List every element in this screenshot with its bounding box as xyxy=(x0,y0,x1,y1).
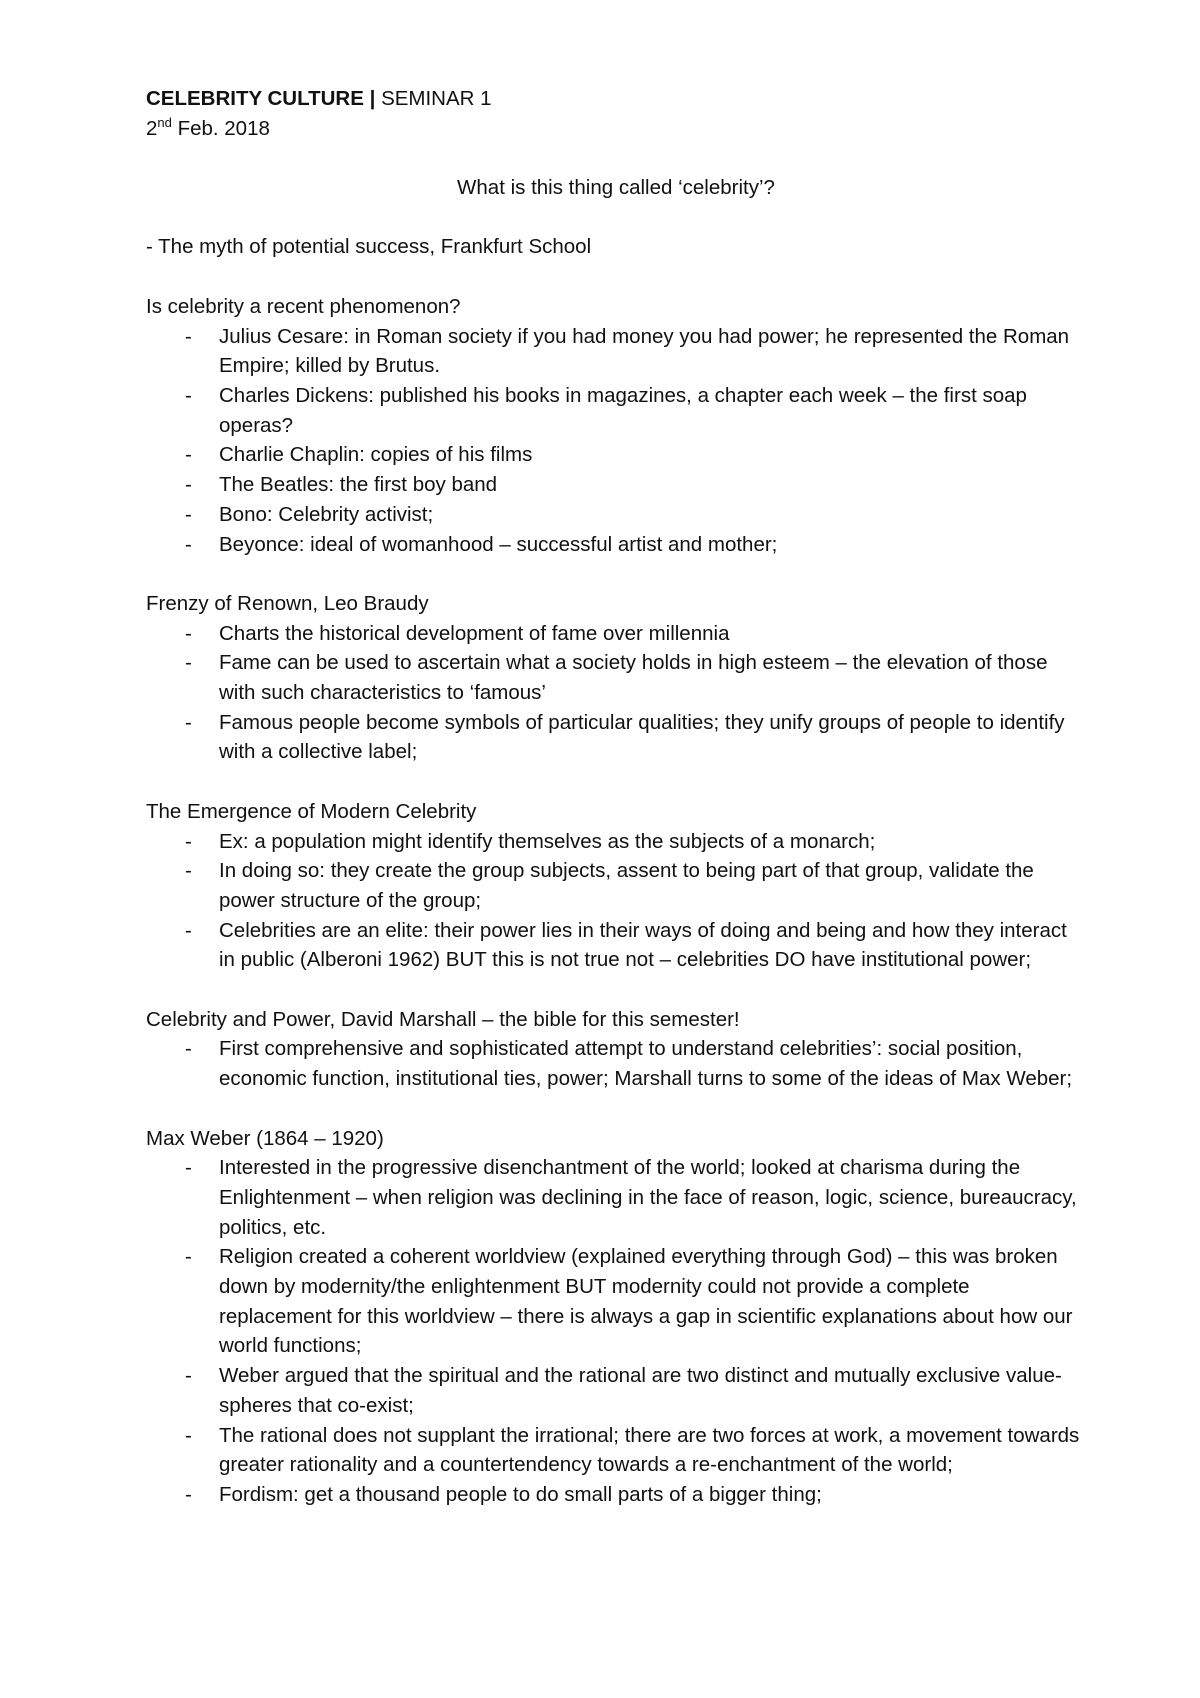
list-item xyxy=(146,619,1086,649)
dash-bullet: - xyxy=(185,443,192,467)
spacer xyxy=(146,203,1086,233)
list-item xyxy=(146,1480,1086,1510)
dash-bullet: - xyxy=(185,502,192,526)
document-date xyxy=(146,114,1086,144)
list-item xyxy=(146,500,1086,530)
bullet-text: Interested in the progressive disenchantment of the world; looked at charisma during the Enlightenment – when religion was declining in the face of reason, logic, science, bureaucracy, politics, etc. xyxy=(219,1156,1077,1239)
course-title: CELEBRITY CULTURE xyxy=(146,87,364,110)
dash-bullet: - xyxy=(185,651,192,675)
bullet-list xyxy=(146,619,1086,768)
bullet-text: Fame can be used to ascertain what a society holds in high esteem – the elevation of those with such characteristics to ‘famous’ xyxy=(219,651,1048,704)
bullet-text: Ex: a population might identify themselves as the subjects of a monarch; xyxy=(219,829,876,853)
bullet-text: Religion created a coherent worldview (explained everything through God) – this was broken down by modernity/the enlightenment BUT modernity could not provide a complete replacement for this worldview – there is always a gap in scientific explanations about how our world functions; xyxy=(219,1245,1073,1358)
bullet-text: Charlie Chaplin: copies of his films xyxy=(219,443,533,467)
bullet-text: First comprehensive and sophisticated attempt to understand celebrities’: social position, economic function, institutional ties, power; Marshall turns to some of the ideas of Max Weber; xyxy=(219,1037,1073,1091)
list-item xyxy=(146,470,1086,500)
bullet-text: Celebrities are an elite: their power lies in their ways of doing and being and how they interact in public (Alberoni 1962) BUT this is not true not – celebrities DO have institutional power; xyxy=(219,918,1067,972)
list-item xyxy=(146,827,1086,857)
intro-note: - The myth of potential success, Frankfurt School xyxy=(146,235,592,259)
dash-bullet: - xyxy=(185,532,192,556)
document-title-line xyxy=(146,84,1086,114)
bullet-text: The Beatles: the first boy band xyxy=(219,473,498,497)
dash-bullet: - xyxy=(185,621,192,645)
section-heading: Is celebrity a recent phenomenon? xyxy=(146,294,461,318)
list-item xyxy=(146,1153,1086,1242)
list-item xyxy=(146,381,1086,440)
dash-bullet: - xyxy=(185,1037,192,1061)
list-item xyxy=(146,322,1086,381)
spacer xyxy=(146,1094,1086,1124)
list-item xyxy=(146,1242,1086,1361)
list-item xyxy=(146,856,1086,915)
dash-bullet: - xyxy=(185,918,192,942)
dash-bullet: - xyxy=(185,324,192,348)
spacer xyxy=(146,143,1086,173)
bullet-text: Charts the historical development of fame over millennia xyxy=(219,621,730,645)
section-heading: Frenzy of Renown, Leo Braudy xyxy=(146,591,429,615)
section-heading: Celebrity and Power, David Marshall – the bible for this semester! xyxy=(146,1007,740,1031)
bullet-text: Fordism: get a thousand people to do small parts of a bigger thing; xyxy=(219,1482,822,1506)
dash-bullet: - xyxy=(185,1245,192,1269)
dash-bullet: - xyxy=(185,1156,192,1180)
date-rest: Feb. 2018 xyxy=(171,116,270,140)
spacer xyxy=(146,767,1086,797)
document-page xyxy=(146,84,1086,1510)
dash-bullet: - xyxy=(185,1423,192,1447)
bullet-text: Beyonce: ideal of womanhood – successful artist and mother; xyxy=(219,532,778,556)
list-item xyxy=(146,1421,1086,1480)
bullet-text: Weber argued that the spiritual and the rational are two distinct and mutually exclusive value-spheres that co-exist; xyxy=(219,1364,1062,1417)
dash-bullet: - xyxy=(185,859,192,883)
bullet-text: The rational does not supplant the irrational; there are two forces at work, a movement towards greater rationality and a countertendency towards a re-enchantment of the world; xyxy=(219,1423,1080,1477)
list-item xyxy=(146,916,1086,975)
bullet-list xyxy=(146,322,1086,560)
list-item xyxy=(146,1361,1086,1420)
list-item xyxy=(146,530,1086,560)
dash-bullet: - xyxy=(185,383,192,407)
list-item xyxy=(146,1034,1086,1093)
bullet-text: Julius Cesare: in Roman society if you had money you had power; he represented the Roman Empire; killed by Brutus. xyxy=(219,324,1070,378)
section-heading: The Emergence of Modern Celebrity xyxy=(146,799,477,823)
list-item xyxy=(146,648,1086,707)
bullet-text: Charles Dickens: published his books in magazines, a chapter each week – the first soap operas? xyxy=(219,383,1027,437)
seminar-label: SEMINAR 1 xyxy=(381,87,492,110)
dash-bullet: - xyxy=(185,1364,192,1388)
dash-bullet: - xyxy=(185,1482,192,1506)
dash-bullet: - xyxy=(185,710,192,734)
list-item xyxy=(146,708,1086,767)
dash-bullet: - xyxy=(185,829,192,853)
list-item xyxy=(146,440,1086,470)
bullet-list xyxy=(146,1153,1086,1509)
spacer xyxy=(146,975,1086,1005)
dash-bullet: - xyxy=(185,473,192,497)
date-day: 2 xyxy=(146,116,158,140)
bullet-text: Bono: Celebrity activist; xyxy=(219,502,434,526)
section-heading: Max Weber (1864 – 1920) xyxy=(146,1126,384,1150)
spacer xyxy=(146,262,1086,292)
seminar-question: What is this thing called ‘celebrity’? xyxy=(457,176,775,200)
bullet-list xyxy=(146,827,1086,976)
bullet-text: In doing so: they create the group subjects, assent to being part of that group, validate the power structure of the group; xyxy=(219,859,1034,912)
date-suffix: nd xyxy=(157,114,172,130)
title-separator: | xyxy=(363,87,382,110)
bullet-list xyxy=(146,1034,1086,1093)
bullet-text: Famous people become symbols of particular qualities; they unify groups of people to identify with a collective label; xyxy=(219,710,1065,764)
spacer xyxy=(146,559,1086,589)
